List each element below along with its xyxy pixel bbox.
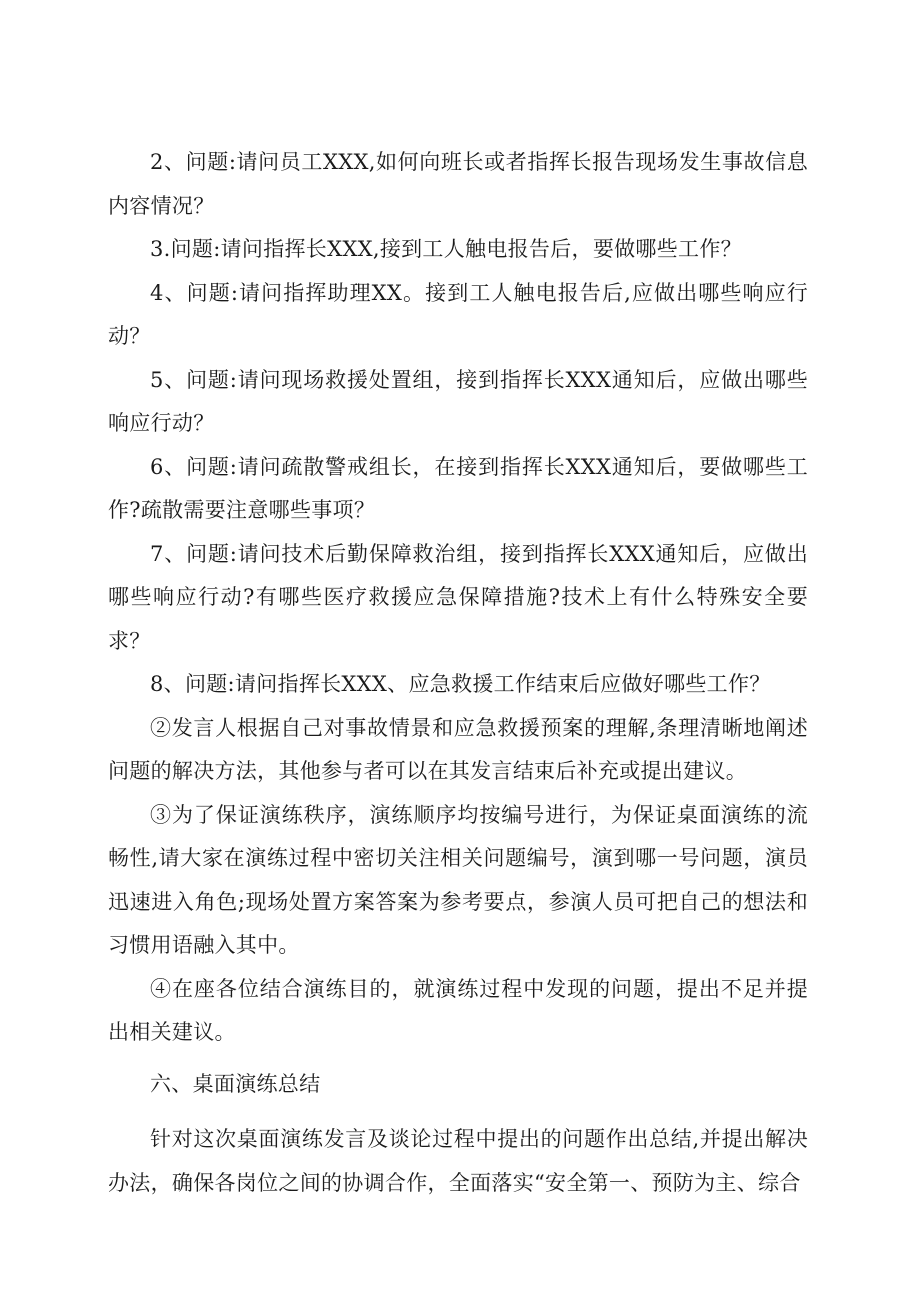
question-6-paragraph: 6、问题:请问疏散警戒组长，在接到指挥长XXX通知后，要做哪些工作?疏散需要注意哪些事项？	[108, 454, 808, 522]
question-4-paragraph: 4、问题:请问指挥助理XX。接到工人触电报告后,应做出哪些响应行动？	[108, 280, 808, 348]
question-7-paragraph: 7、问题:请问技术后勤保障救治组，接到指挥长XXX通知后，应做出哪些响应行动?有哪些医疗救援应急保障措施?技术上有什么特殊安全要求？	[108, 541, 808, 653]
summary-paragraph: 针对这次桌面演练发言及谈论过程中提出的问题作出总结,并提出解决办法，确保各岗位之间的协调合作，全面落实“安全第一、预防为主、综合	[108, 1127, 808, 1195]
question-5-paragraph: 5、问题:请问现场救援处置组，接到指挥长XXX通知后，应做出哪些响应行动？	[108, 367, 808, 435]
note-4-paragraph: ④在座各位结合演练目的，就演练过程中发现的问题，提出不足并提出相关建议。	[108, 976, 808, 1044]
question-2-paragraph: 2、问题:请问员工XXX,如何向班长或者指挥长报告现场发生事故信息内容情况？	[108, 150, 808, 218]
question-8-paragraph: 8、问题:请问指挥长XXX、应急救援工作结束后应做好哪些工作？	[150, 672, 771, 696]
note-3-paragraph: ③为了保证演练秩序，演练顺序均按编号进行，为保证桌面演练的流畅性,请大家在演练过程中密切关注相关问题编号，演到哪一号问题，演员迅速进入角色;现场处置方案答案为参考要点，参演人员可把自己的想法和习惯用语融入其中。	[108, 802, 808, 957]
question-3-paragraph: 3.问题:请问指挥长XXX,接到工人触电报告后，要做哪些工作？	[150, 237, 742, 261]
document-body	[108, 141, 808, 1205]
note-2-paragraph: ②发言人根据自己对事故情景和应急救援预案的理解,条理清晰地阐述问题的解决方法，其他参与者可以在其发言结束后补充或提出建议。	[108, 715, 808, 783]
section-heading: 六、桌面演练总结	[150, 1071, 321, 1096]
